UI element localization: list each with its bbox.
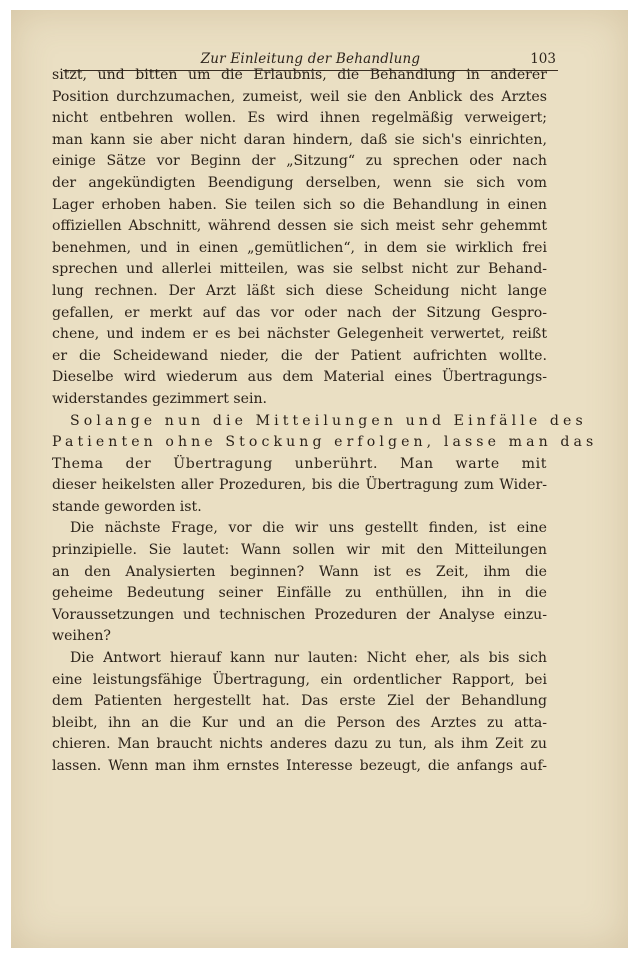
text-line: Lager erhoben haben. Sie teilen sich so die Behandlung in einen bbox=[52, 196, 547, 213]
page-number: 103 bbox=[530, 51, 556, 67]
text-line: sprechen und allerlei mitteilen, was sie selbst nicht zur Behand- bbox=[52, 261, 547, 278]
text-line: an den Analysierten beginnen? Wann ist es Zeit, ihm die bbox=[52, 563, 547, 580]
text-line: eine leistungsfähige Übertragung, ein ordentlicher Rapport, bei bbox=[52, 671, 547, 688]
text-line: einige Sätze vor Beginn der „Sitzung“ zu sprechen oder nach bbox=[52, 153, 547, 170]
text-line: dem Patienten hergestellt hat. Das erste Ziel der Behandlung bbox=[52, 693, 547, 710]
text-line: lung rechnen. Der Arzt läßt sich diese Scheidung nicht lange bbox=[52, 282, 547, 299]
text-line: benehmen, und in einen „gemütlichen“, in dem sie wirklich frei bbox=[52, 239, 547, 256]
text-line: geheime Bedeutung seiner Einfälle zu enthüllen, ihn in die bbox=[52, 585, 547, 602]
text-line: sitzt, und bitten um die Erlaubnis, die Behandlung in anderer bbox=[52, 67, 547, 83]
text-line: chieren. Man braucht nichts anderes dazu zu tun, als ihm Zeit zu bbox=[52, 736, 547, 753]
text-line-spaced: Patienten ohne Stockung erfolgen, lasse man das bbox=[52, 434, 598, 451]
text-line: gefallen, er merkt auf das vor oder nach der Sitzung Gespro- bbox=[52, 304, 547, 321]
text-line: prinzipielle. Sie lautet: Wann sollen wir mit den Mitteilungen bbox=[52, 542, 547, 559]
text-line: Die nächste Frage, vor die wir uns gestellt finden, ist eine bbox=[70, 520, 547, 537]
text-line: lassen. Wenn man ihm ernstes Interesse bezeugt, die anfangs auf- bbox=[52, 758, 547, 774]
text-line: stande geworden ist. bbox=[52, 498, 202, 515]
text-line: dieser heikelsten aller Prozeduren, bis die Übertragung zum Wider- bbox=[52, 477, 547, 494]
text-line: der angekündigten Beendigung derselben, wenn sie sich vom bbox=[52, 174, 547, 191]
text-line: offiziellen Abschnitt, während dessen sie sich meist sehr gehemmt bbox=[52, 218, 547, 235]
chapter-title: Zur Einleitung der Behandlung bbox=[200, 51, 421, 67]
text-line: er die Scheidewand nieder, die der Patient aufrichten wollte. bbox=[52, 347, 547, 364]
text-line: man kann sie aber nicht daran hindern, daß sie sich's einrichten, bbox=[52, 131, 547, 148]
body-text bbox=[52, 65, 598, 778]
text-line: weihen? bbox=[52, 628, 111, 645]
text-line: widerstandes gezimmert sein. bbox=[52, 390, 268, 407]
text-line: chene, und indem er es bei nächster Gelegenheit verwertet, reißt bbox=[52, 326, 547, 343]
text-line: nicht entbehren wollen. Es wird ihnen regelmäßig verweigert; bbox=[52, 110, 547, 127]
text-line: Position durchzumachen, zumeist, weil sie den Anblick des Arztes bbox=[52, 88, 547, 105]
text-line: Die Antwort hierauf kann nur lauten: Nicht eher, als bis sich bbox=[70, 650, 547, 667]
text-line-spaced: Solange nun die Mitteilungen und Einfälle des bbox=[70, 412, 587, 429]
text-line-spaced: Thema der Übertragung unberührt. Man warte mit bbox=[52, 455, 547, 472]
text-line: bleibt, ihn an die Kur und an die Person des Arztes zu atta- bbox=[52, 714, 547, 731]
text-line: Dieselbe wird wiederum aus dem Material eines Übertragungs- bbox=[52, 369, 547, 386]
text-line: Voraussetzungen und technischen Prozeduren der Analyse einzu- bbox=[52, 606, 547, 623]
